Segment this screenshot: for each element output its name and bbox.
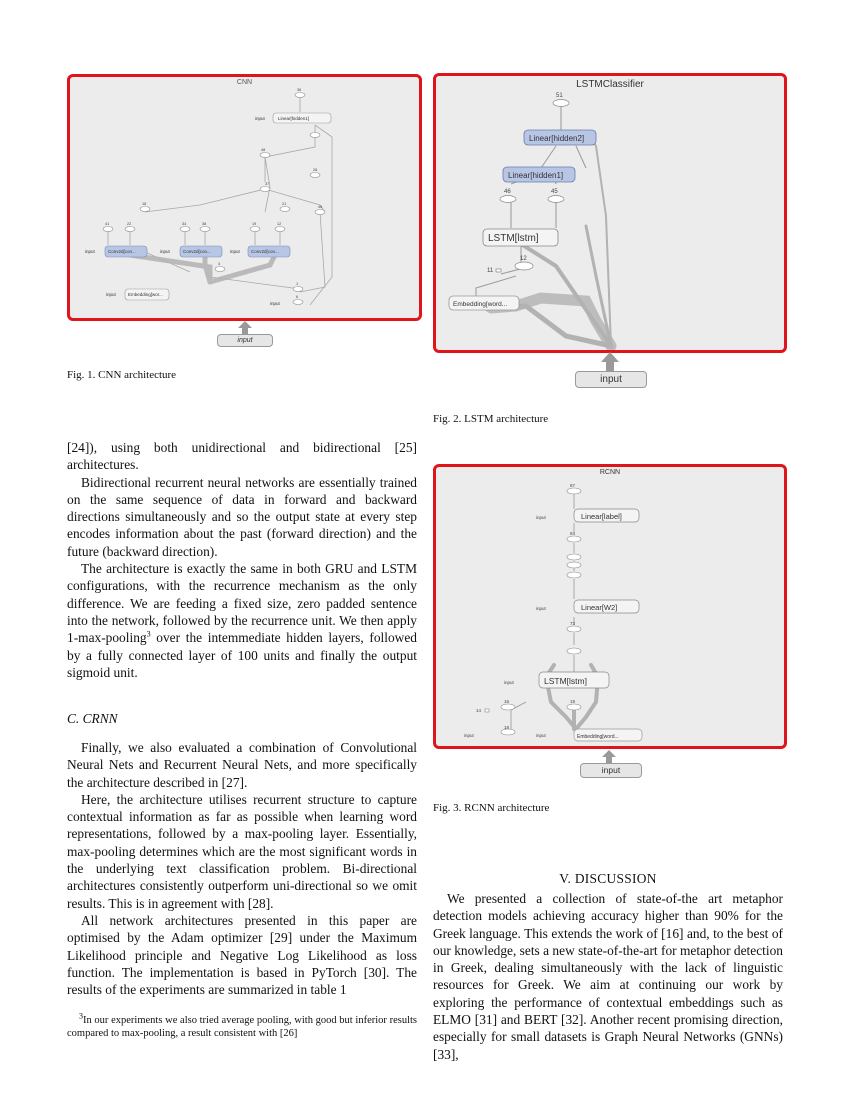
lstm-label: 45 [551, 189, 558, 195]
lstm-figure [433, 73, 787, 353]
rcnn-graph [436, 467, 784, 746]
cnn-label: 34 [182, 222, 187, 226]
cnn-node-conv-c: Conv2d[con... [251, 249, 279, 254]
cnn-label: 36 [297, 88, 302, 92]
left-column-bottom [67, 739, 417, 998]
footnote-text [67, 1011, 417, 1040]
cnn-label: 41 [105, 222, 110, 226]
left-column-top [67, 439, 417, 681]
cnn-side-input: input [270, 301, 280, 306]
lstm-label: 46 [504, 189, 511, 195]
lstm-node-lstm: LSTM[lstm] [488, 233, 539, 244]
paragraph: Bidirectional recurrent neural networks are essentially trained on the same sequence of data in forward and backward directions simultaneously and so the output state at every step encodes information about the past (forward direction) and the future (backward direction). [67, 474, 417, 559]
section-heading-crnn: C. CRNN [67, 711, 118, 726]
right-column [433, 890, 783, 1063]
rcnn-side-input: input [536, 733, 546, 738]
paragraph: All network architectures presented in this paper are optimised by the Adam optimizer [29] under the Maximum Likelihood principle and Negative Log Likelihood as loss function. The implementation is based in PyTorch [30]. The results of the experiments are summarized in table 1 [67, 912, 417, 998]
cnn-figure [67, 74, 422, 321]
lstm-label: 11 [487, 268, 494, 274]
cnn-label: 19 [252, 222, 257, 226]
paragraph: [24]), using both unidirectional and bidirectional [25] architectures. [67, 440, 417, 473]
cnn-graph [70, 77, 419, 318]
rcnn-up-arrow-icon [601, 750, 617, 764]
cnn-label: 18 [142, 202, 147, 206]
rcnn-side-input: input [464, 733, 474, 738]
rcnn-title: RCNN [599, 469, 621, 476]
lstm-graph [436, 76, 784, 350]
paragraph: Here, the architecture utilises recurrent structure to capture contextual information as far as possible when learning word representations, followed by a max-pooling layer. Essentially, max-pooling determines which are the most significant words in the underlying text classification problem. Bi-directional architectures consistently outperform uni-directional so we omit results. This is in agreement with [28]. [67, 791, 417, 911]
rcnn-side-input: input [504, 680, 514, 685]
cnn-side-input: input [85, 249, 95, 254]
rcnn-node-linear-w2: Linear[W2] [581, 603, 618, 612]
cnn-side-input: input [106, 292, 116, 297]
cnn-side-input: input [255, 116, 265, 121]
rcnn-side-input: input [536, 606, 546, 611]
lstm-up-arrow-icon [600, 352, 620, 372]
cnn-label: 37 [265, 182, 270, 186]
paragraph [67, 560, 417, 681]
cnn-node-conv-b: Conv2d[con... [183, 249, 211, 254]
cnn-node-embedding: Embedding[wor... [128, 292, 163, 297]
cnn-label: 6 [296, 295, 299, 299]
rcnn-label: 14 [476, 708, 482, 713]
cnn-input-node: input [217, 334, 273, 347]
cnn-label: 12 [277, 222, 282, 226]
rcnn-caption: Fig. 3. RCNN architecture [433, 802, 550, 814]
cnn-caption: Fig. 1. CNN architecture [67, 369, 177, 381]
rcnn-label: 19 [570, 699, 576, 704]
lstm-label: 51 [556, 93, 563, 99]
cnn-label: 28 [313, 168, 318, 172]
rcnn-figure [433, 464, 787, 749]
cnn-label: 46 [318, 205, 323, 209]
rcnn-side-input: input [536, 515, 546, 520]
section-heading-discussion: V. DISCUSSION [559, 871, 657, 886]
rcnn-label: 16 [504, 699, 510, 704]
paragraph: Finally, we also evaluated a combination of Convolutional Neural Nets and Recurrent Neural Nets, and more specifically the architecture described in [27]. [67, 740, 417, 790]
paragraph-text: The architecture is exactly the same in both GRU and LSTM configurations, with the recurrence mechanism as the only difference. We are feeding a fixed size, zero padded sentence into the network, followed by the recurrence unit. We then apply 1-max-pooling [67, 561, 417, 646]
cnn-label: 4 [218, 262, 221, 266]
lstm-title: LSTMClassifier [576, 79, 644, 90]
cnn-label: 38 [202, 222, 207, 226]
footnote-mark: 3 [79, 1011, 83, 1021]
rcnn-node-lstm: LSTM[lstm] [544, 676, 587, 686]
cnn-title: CNN [236, 79, 253, 86]
cnn-up-arrow-icon [237, 321, 253, 335]
lstm-node-embedding: Embedding[word... [453, 301, 508, 308]
cnn-label: 1 [296, 282, 299, 286]
rcnn-label: 84 [570, 531, 576, 536]
footnote-body: In our experiments we also tried average pooling, with good but inferior results compared to max-pooling, a result consistent with [26] [67, 1015, 417, 1039]
footnote-ref: 3 [146, 629, 151, 639]
lstm-caption: Fig. 2. LSTM architecture [433, 413, 549, 425]
lstm-node-linear-hidden1: Linear[hidden1] [508, 171, 564, 180]
rcnn-label: 18 [504, 725, 510, 730]
cnn-side-input: input [230, 249, 240, 254]
cnn-label: 48 [261, 148, 266, 152]
rcnn-input-node: input [580, 763, 642, 778]
footnote [67, 1011, 417, 1040]
rcnn-label: 73 [570, 621, 576, 626]
cnn-label: 21 [282, 202, 287, 206]
cnn-node-linear-hidden1: Linear[hidden1] [278, 116, 310, 121]
lstm-node-linear-hidden2: Linear[hidden2] [529, 134, 585, 143]
cnn-label: 22 [127, 222, 132, 226]
paragraph: We presented a collection of state-of-the art metaphor detection models achieving accuracy higher than 90% for the Greek language. This extends the work of [16] and, to the best of our knowledge, sets a new state-of-the-art for metaphor detection in Greek, dealing simultaneously with the lack of linguistic resources for Greek. We aim at continuing our work by exploring the performance of contextual embeddings such as ELMO [31] and BERT [32]. Another recent promising direction, especially for small datasets is Graph Neural Networks (GNNs) [33], [433, 891, 783, 1062]
rcnn-label: 87 [570, 483, 576, 488]
cnn-node-conv-a: Conv2d[con... [108, 249, 136, 254]
lstm-label: 12 [520, 256, 527, 262]
rcnn-node-embedding: Embedding[word... [577, 734, 619, 740]
cnn-side-input: input [160, 249, 170, 254]
rcnn-node-linear-label: Linear[label] [581, 512, 622, 521]
lstm-input-node: input [575, 371, 647, 388]
paragraph-text: over the intemmediate hidden layers, followed by a fully connected layer of 100 units and finally the output sigmoid unit. [67, 630, 417, 680]
